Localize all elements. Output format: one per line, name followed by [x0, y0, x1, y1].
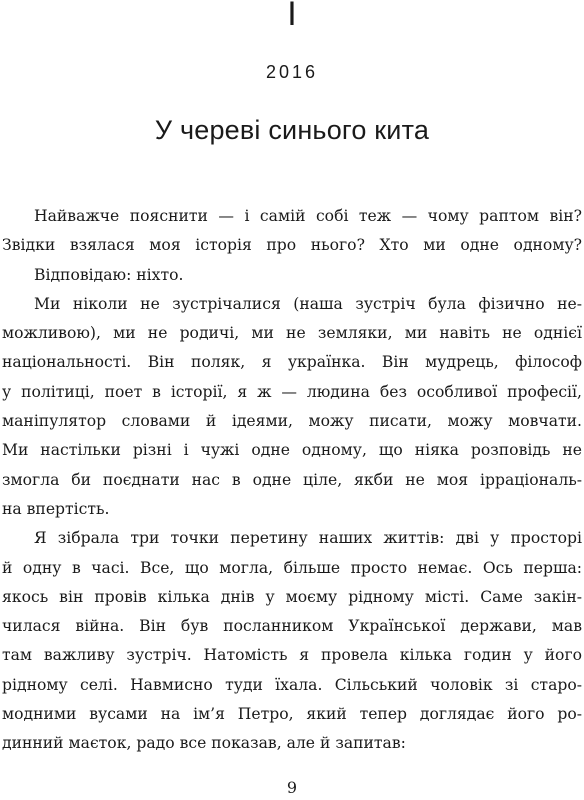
text-line: Ми ніколи не зустрічалися (наша зустріч була фізично не- [34, 294, 582, 313]
text-line: модними вусами на ім’я Петро, який тепер доглядає його ро- [2, 705, 582, 724]
page-number: 9 [286, 778, 298, 797]
part-numeral: I [287, 0, 297, 33]
text-line: маніпулятор словами й ідеями, можу писати, можу мовчати. [2, 412, 582, 431]
text-line: Звідки взялася моя історія про нього? Хто ми одне одному? [2, 236, 582, 255]
text-line: чилася війна. Він був посланником Української держави, мав [2, 617, 582, 636]
text-line: Найважче пояснити — і самій собі теж — чому раптом він? [34, 207, 582, 225]
text-line: якось він провів кілька днів у моєму рідному місті. Саме закін- [2, 587, 582, 606]
text-line: змогла би поєднати нас в одне ціле, якби не моя ірраціональ- [2, 470, 582, 489]
text-line: національності. Він поляк, я українка. Він мудрець, філософ [2, 353, 582, 372]
chapter-title: У череві синього кита [154, 115, 430, 145]
text-line: у політиці, поет в історії, я ж — людина без особливої професії, [2, 382, 582, 401]
chapter-year: 2016 [265, 62, 319, 82]
text-line: Ми настільки різні і чужі одне одному, що ніяка розповідь не [2, 441, 582, 460]
text-line: рідному селі. Навмисно туди їхала. Сільський чоловік зі старо- [2, 675, 582, 694]
body-text [2, 202, 582, 759]
text-line: Відповідаю: ніхто. [34, 265, 184, 284]
text-line: динний маєток, радо все показав, але й запитав: [2, 734, 406, 753]
text-line: там важливу зустріч. Натомість я провела кілька годин у його [2, 646, 582, 665]
text-line: Я зібрала три точки перетину наших життів: дві у просторі [34, 529, 582, 548]
text-line: й одну в часі. Все, що могла, більше просто немає. Ось перша: [2, 558, 582, 577]
text-line: на впертість. [2, 499, 110, 518]
text-line: можливою), ми не родичі, ми не земляки, ми навіть не однієї [2, 324, 582, 343]
